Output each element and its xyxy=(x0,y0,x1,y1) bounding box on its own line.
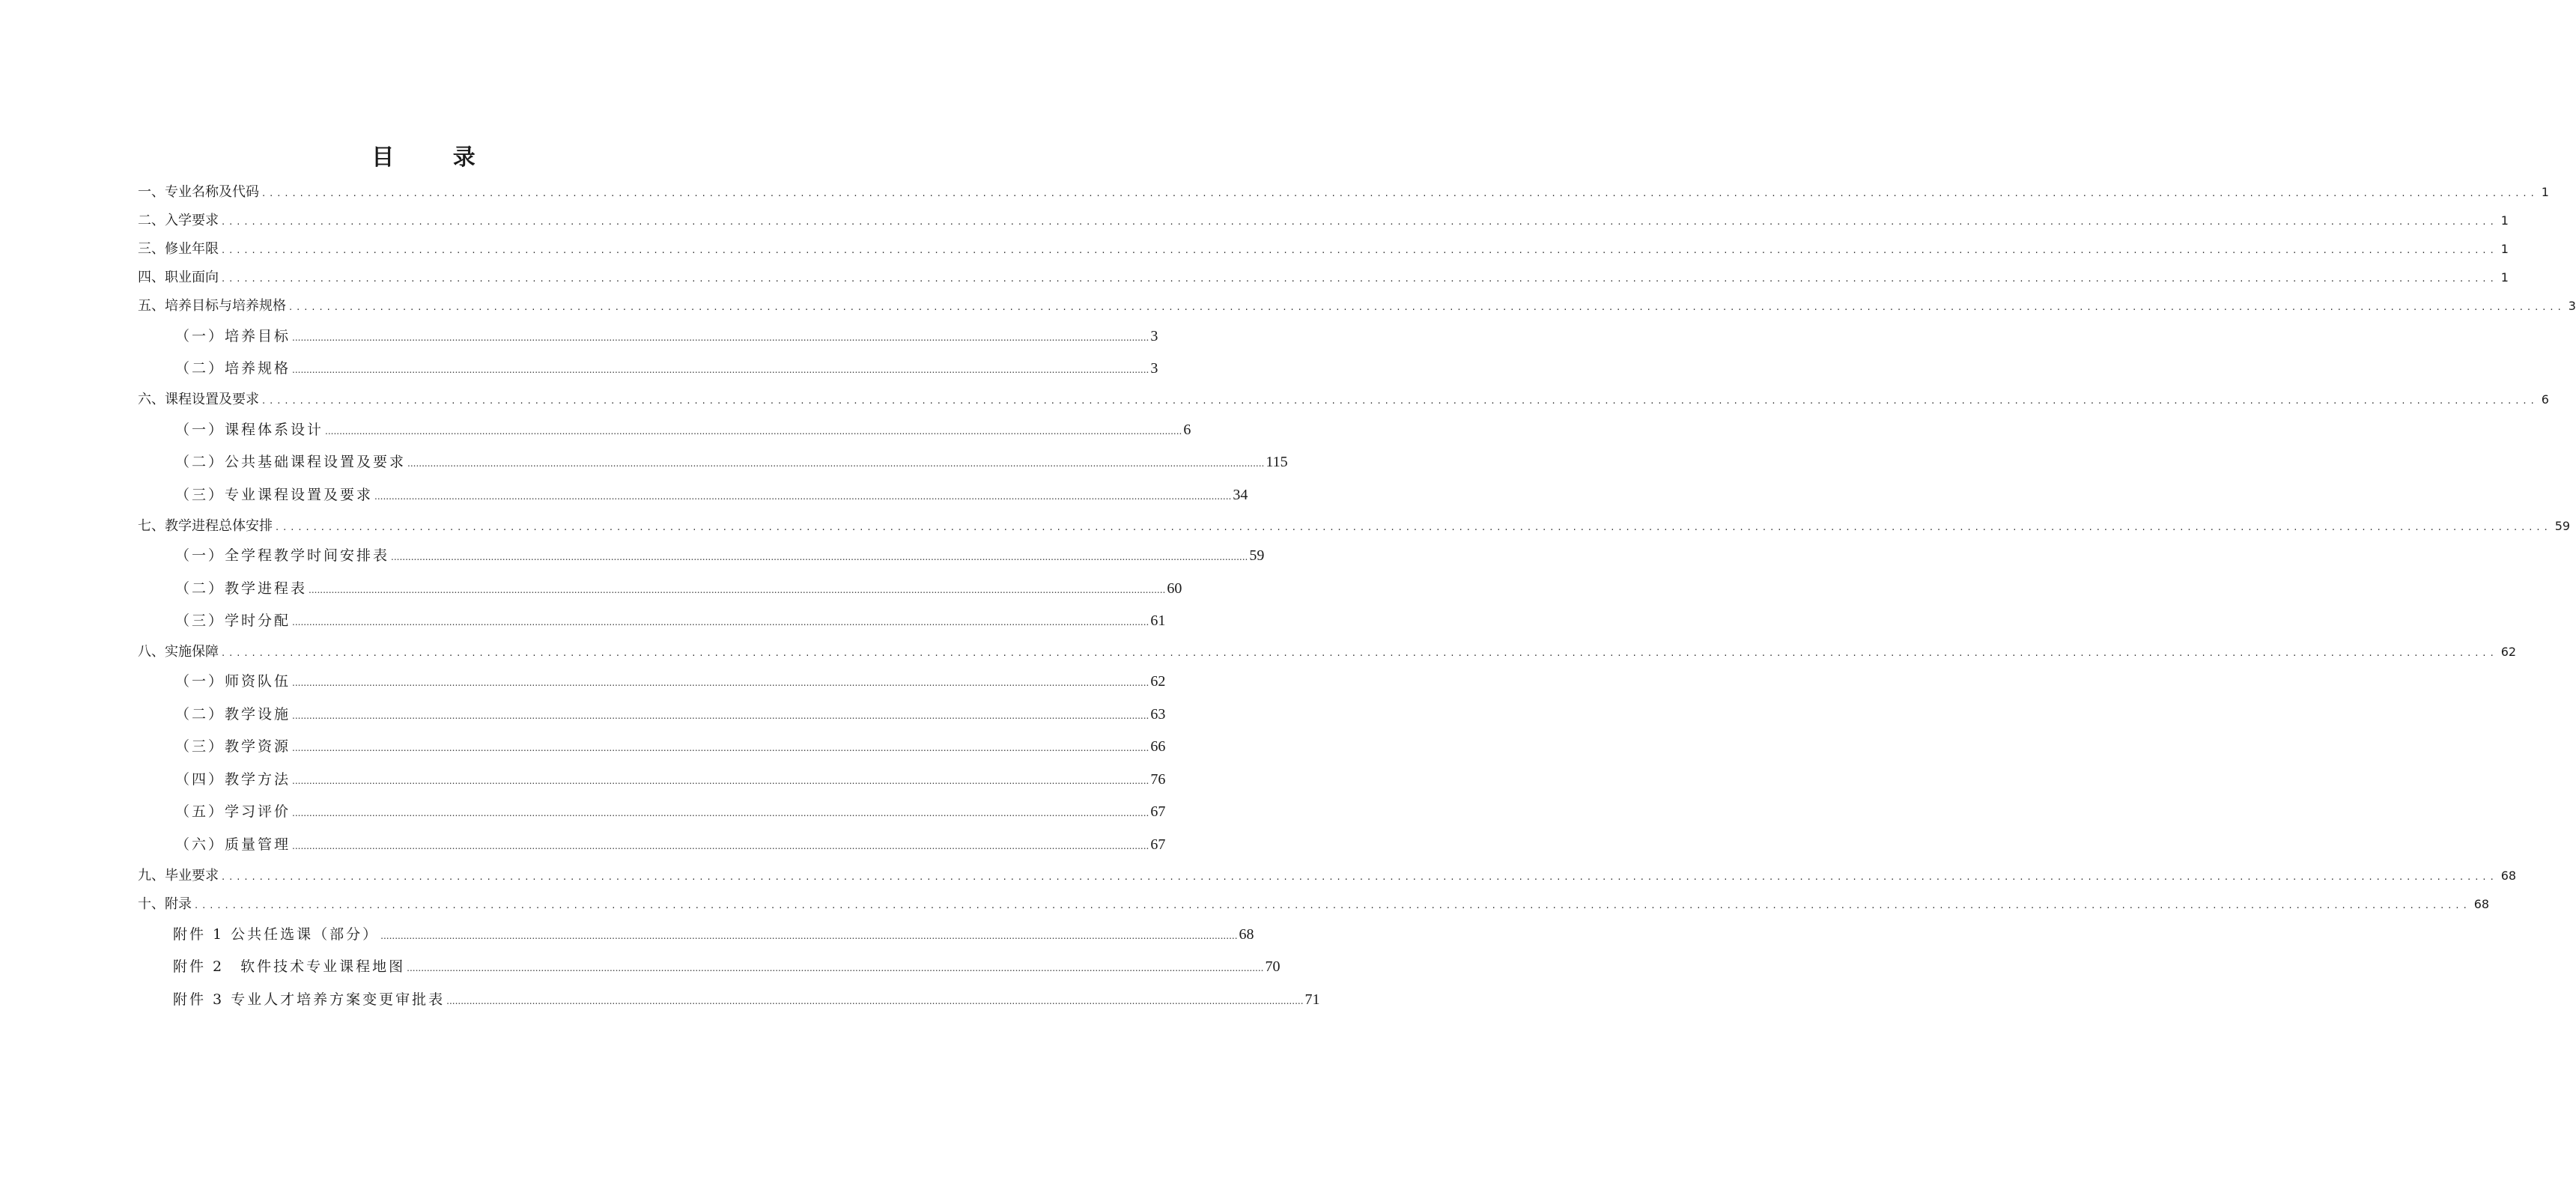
toc-entry-label: 十、附录 xyxy=(138,896,192,912)
dot-leader: ............................................................................................................................................................................................................................................................................................................ xyxy=(292,776,1149,786)
toc-entry-page: 6 xyxy=(2541,392,2549,407)
toc-entry-label: 八、实施保障 xyxy=(138,644,219,660)
toc-entry[interactable] xyxy=(173,923,1254,946)
dot-leader: ............................................................................................................................................................................................................................................................................................................ xyxy=(380,931,1238,941)
toc-entry-page: 67 xyxy=(1150,836,1166,853)
toc-entry[interactable] xyxy=(175,703,1166,726)
dot-leader: ............................................................................................................................................................................................................................................................................................................ xyxy=(407,458,1265,469)
dot-leader: ............................................................................................................................................................................................................................................................................................................ xyxy=(262,188,2539,199)
toc-entry-label: （五）学习评价 xyxy=(175,803,291,820)
toc-entry[interactable] xyxy=(173,955,1281,978)
toc-entry-label: （一）全学程教学时间安排表 xyxy=(175,547,390,564)
toc-entry[interactable] xyxy=(138,267,2509,289)
toc-entry-label: （二）教学设施 xyxy=(175,706,291,723)
toc-entry-label: 二、入学要求 xyxy=(138,213,219,228)
toc-entry-page: 61 xyxy=(1150,612,1166,629)
toc-entry[interactable] xyxy=(175,325,1158,347)
toc-entry[interactable] xyxy=(138,893,2490,916)
toc-entry-page: 6 xyxy=(1183,422,1191,438)
toc-entry-page: 60 xyxy=(1167,580,1182,597)
toc-entry[interactable] xyxy=(175,577,1182,600)
toc-entry[interactable] xyxy=(138,865,2517,887)
toc-entry-label: 五、培养目标与培养规格 xyxy=(138,298,286,314)
toc-entry[interactable] xyxy=(138,515,2571,538)
toc-entry[interactable] xyxy=(175,419,1191,441)
toc-entry[interactable] xyxy=(175,735,1166,758)
toc-entry[interactable] xyxy=(138,641,2517,663)
dot-leader: ............................................................................................................................................................................................................................................................................................................ xyxy=(391,552,1248,562)
toc-entry-label: （三）专业课程设置及要求 xyxy=(175,487,374,503)
toc-entry[interactable] xyxy=(175,609,1166,632)
toc-entry-label: 附件 3 专业人才培养方案变更审批表 xyxy=(173,991,446,1008)
toc-entry-page: 1 xyxy=(2500,270,2509,285)
toc-entry-label: 六、课程设置及要求 xyxy=(138,392,259,407)
toc-entry-label: （四）教学方法 xyxy=(175,771,291,788)
dot-leader: ............................................................................................................................................................................................................................................................................................................ xyxy=(222,872,2498,883)
toc-entry[interactable] xyxy=(175,357,1158,380)
dot-leader: ............................................................................................................................................................................................................................................................................................................ xyxy=(292,617,1149,627)
toc-entry-label: （六）质量管理 xyxy=(175,836,291,853)
toc-entry-page: 63 xyxy=(1150,706,1166,723)
dot-leader: ............................................................................................................................................................................................................................................................................................................ xyxy=(292,743,1149,753)
toc-entry[interactable] xyxy=(138,210,2509,232)
toc-entry-page: 1 xyxy=(2500,242,2509,256)
toc-entry-label: （三）教学资源 xyxy=(175,738,291,755)
toc-entry-label: 四、职业面向 xyxy=(138,270,219,285)
toc-entry[interactable] xyxy=(138,389,2549,411)
dot-leader: ............................................................................................................................................................................................................................................................................................................ xyxy=(222,216,2498,228)
dot-leader: ............................................................................................................................................................................................................................................................................................................ xyxy=(276,522,2552,533)
toc-entry-label: 一、专业名称及代码 xyxy=(138,184,259,200)
dot-leader: ............................................................................................................................................................................................................................................................................................................ xyxy=(222,648,2498,659)
toc-entry-label: （三）学时分配 xyxy=(175,612,291,629)
toc-entry-page: 68 xyxy=(2500,869,2517,883)
toc-entry-page: 59 xyxy=(1249,547,1265,564)
dot-leader: ............................................................................................................................................................................................................................................................................................................ xyxy=(222,273,2498,285)
toc-entry[interactable] xyxy=(175,484,1248,506)
dot-leader: ............................................................................................................................................................................................................................................................................................................ xyxy=(292,365,1149,375)
toc-entry-label: 附件 2 软件技术专业课程地图 xyxy=(173,958,406,975)
toc-entry-label: （一）课程体系设计 xyxy=(175,422,324,438)
toc-entry-label: （一）培养目标 xyxy=(175,328,291,344)
page-title: 目 录 xyxy=(371,145,501,171)
dot-leader: ............................................................................................................................................................................................................................................................................................................ xyxy=(292,711,1149,721)
toc-entry-page: 71 xyxy=(1304,991,1320,1008)
dot-leader: ............................................................................................................................................................................................................................................................................................................ xyxy=(222,245,2498,256)
dot-leader: ............................................................................................................................................................................................................................................................................................................ xyxy=(292,841,1149,851)
dot-leader: ............................................................................................................................................................................................................................................................................................................ xyxy=(309,585,1166,595)
dot-leader: ............................................................................................................................................................................................................................................................................................................ xyxy=(289,302,2566,313)
toc-entry[interactable] xyxy=(175,451,1288,473)
toc-entry-page: 76 xyxy=(1150,771,1166,788)
dot-leader: ............................................................................................................................................................................................................................................................................................................ xyxy=(407,963,1264,973)
toc-entry-label: 附件 1 公共任选课（部分） xyxy=(173,926,380,943)
toc-entry-page: 34 xyxy=(1233,487,1248,503)
toc-entry-label: 三、修业年限 xyxy=(138,241,219,257)
dot-leader: ............................................................................................................................................................................................................................................................................................................ xyxy=(292,808,1149,818)
toc-entry-label: （二）教学进程表 xyxy=(175,580,308,597)
toc-entry-page: 68 xyxy=(2473,897,2490,911)
toc-entry-label: （二）培养规格 xyxy=(175,360,291,377)
toc-entry-label: （二）公共基础课程设置及要求 xyxy=(175,454,407,470)
toc-entry-page: 62 xyxy=(1150,673,1166,690)
toc-entry[interactable] xyxy=(173,988,1320,1011)
toc-entry-page: 3 xyxy=(1150,328,1158,344)
dot-leader: ............................................................................................................................................................................................................................................................................................................ xyxy=(292,678,1149,688)
toc-entry-page: 59 xyxy=(2554,519,2571,533)
toc-entry-label: （一）师资队伍 xyxy=(175,673,291,690)
toc-entry[interactable] xyxy=(175,800,1166,823)
toc-entry-page: 70 xyxy=(1265,958,1281,975)
dot-leader: ............................................................................................................................................................................................................................................................................................................ xyxy=(446,996,1304,1006)
dot-leader: ............................................................................................................................................................................................................................................................................................................ xyxy=(195,900,2471,911)
dot-leader: ............................................................................................................................................................................................................................................................................................................ xyxy=(374,491,1232,502)
toc-entry[interactable] xyxy=(138,181,2549,204)
toc-entry-label: 七、教学进程总体安排 xyxy=(138,518,273,534)
toc-entry[interactable] xyxy=(138,295,2576,317)
toc-entry[interactable] xyxy=(175,670,1166,693)
toc-entry-page: 62 xyxy=(2500,645,2517,659)
toc-entry-page: 3 xyxy=(1150,360,1158,377)
toc-entry[interactable] xyxy=(138,238,2509,261)
toc-entry-label: 九、毕业要求 xyxy=(138,868,219,884)
toc-entry-page: 1 xyxy=(2500,213,2509,228)
toc-entry[interactable] xyxy=(175,768,1166,791)
dot-leader: ............................................................................................................................................................................................................................................................................................................ xyxy=(325,426,1182,437)
toc-entry-page: 68 xyxy=(1239,926,1254,943)
toc-entry-page: 66 xyxy=(1150,738,1166,755)
toc-entry-page: 115 xyxy=(1266,454,1288,470)
toc-entry-page: 3 xyxy=(2568,299,2576,313)
toc-entry[interactable] xyxy=(175,544,1265,567)
toc-entry-page: 67 xyxy=(1150,803,1166,820)
dot-leader: ............................................................................................................................................................................................................................................................................................................ xyxy=(262,395,2539,407)
dot-leader: ............................................................................................................................................................................................................................................................................................................ xyxy=(292,332,1149,343)
toc-entry-page: 1 xyxy=(2541,185,2549,199)
toc-entry[interactable] xyxy=(175,833,1166,856)
